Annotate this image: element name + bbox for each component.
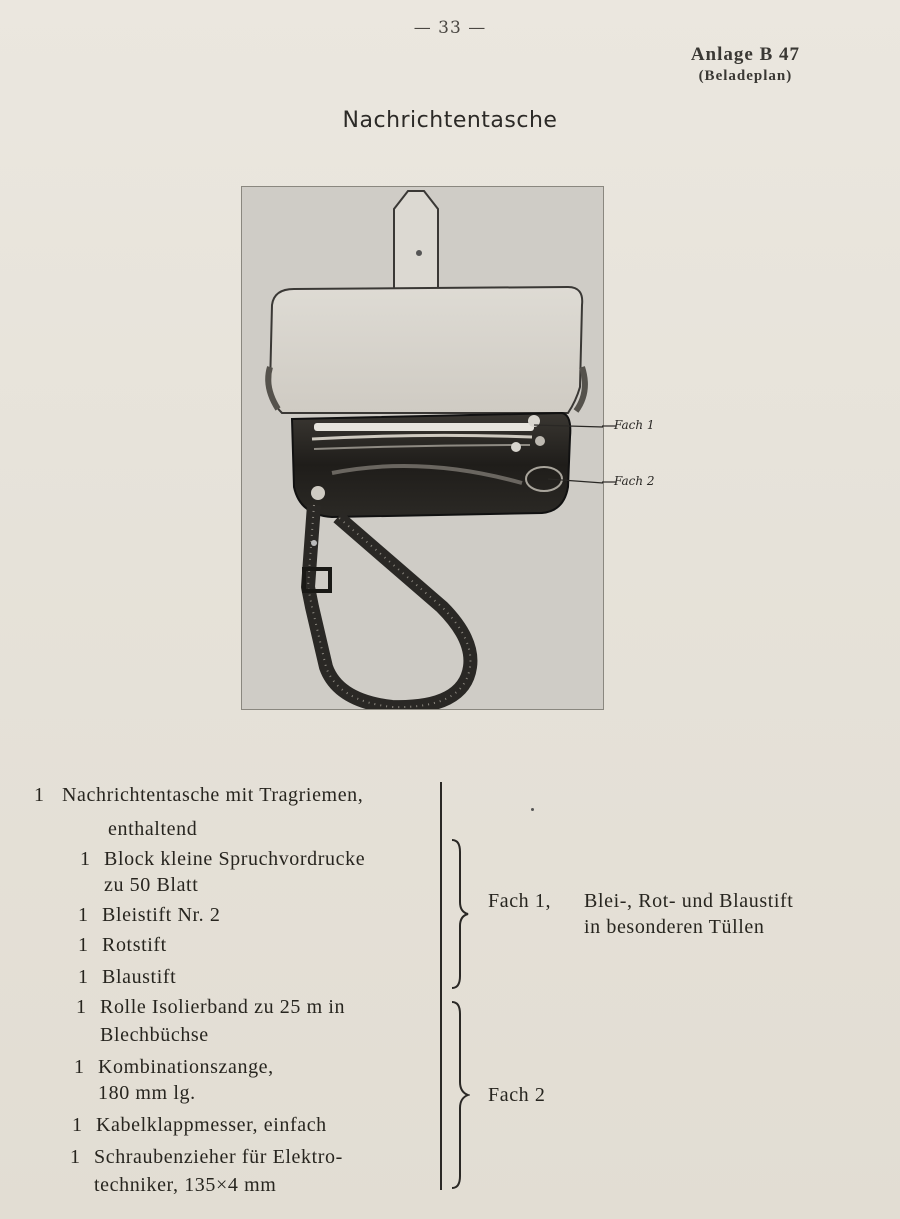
compartment-1-label: Fach 1, xyxy=(488,890,552,912)
main-item-continuation: enthaltend xyxy=(108,818,198,840)
item-line: Kombinationszange, xyxy=(98,1056,274,1078)
photo-label-fach-2: Fach 2 xyxy=(614,474,655,488)
item-qty: 1 xyxy=(78,966,89,988)
item-line: Blechbüchse xyxy=(100,1024,209,1046)
item-line: techniker, 135×4 mm xyxy=(94,1174,277,1196)
annex-subtitle: (Beladeplan) xyxy=(698,68,793,84)
strap-hole xyxy=(311,540,317,546)
compartment-1-note-cont: in besonderen Tüllen xyxy=(584,916,765,938)
bag-illustration xyxy=(242,187,603,709)
item-qty: 1 xyxy=(80,848,91,870)
rivet-3 xyxy=(535,436,545,446)
main-item-qty: 1 xyxy=(34,784,45,806)
speck xyxy=(531,808,534,811)
item-qty: 1 xyxy=(74,1056,85,1078)
shoulder-strap xyxy=(308,505,470,707)
item-line: Rolle Isolierband zu 25 m in xyxy=(100,996,346,1018)
pen-sleeve xyxy=(314,423,534,431)
brace-fach-2 xyxy=(448,1000,470,1190)
compartment-1-note: Blei-, Rot- und Blaustift xyxy=(584,890,794,912)
flap-tab xyxy=(394,191,438,291)
item-line: Block kleine Spruchvordrucke xyxy=(104,848,366,870)
compartment-2-label: Fach 2 xyxy=(488,1084,546,1106)
item-qty: 1 xyxy=(72,1114,83,1136)
item-line: zu 50 Blatt xyxy=(104,874,199,896)
rivet-2 xyxy=(511,442,521,452)
item-line: Rotstift xyxy=(102,934,167,956)
tab-hole xyxy=(416,250,422,256)
item-line: Schraubenzieher für Elektro- xyxy=(94,1146,343,1168)
brace-fach-1 xyxy=(448,838,470,990)
strap-buckle-ring xyxy=(311,486,325,500)
annex-number: Anlage B 47 xyxy=(690,44,800,65)
page-number: — 33 — xyxy=(413,18,487,38)
item-qty: 1 xyxy=(76,996,87,1018)
bag-photo xyxy=(241,186,604,710)
item-qty: 1 xyxy=(78,934,89,956)
page-title: Nachrichtentasche xyxy=(342,108,558,133)
photo-label-fach-1: Fach 1 xyxy=(614,418,655,432)
leader-extensions xyxy=(602,420,618,500)
item-line: Blaustift xyxy=(102,966,177,988)
item-qty: 1 xyxy=(78,904,89,926)
bag-flap xyxy=(270,287,582,413)
item-line: 180 mm lg. xyxy=(98,1082,196,1104)
item-qty: 1 xyxy=(70,1146,81,1168)
annex-label xyxy=(691,44,800,85)
main-item-text: Nachrichtentasche mit Tragriemen, xyxy=(62,784,364,806)
separator-line xyxy=(440,782,442,1190)
item-line: Kabelklappmesser, einfach xyxy=(96,1114,327,1136)
item-line: Bleistift Nr. 2 xyxy=(102,904,221,926)
